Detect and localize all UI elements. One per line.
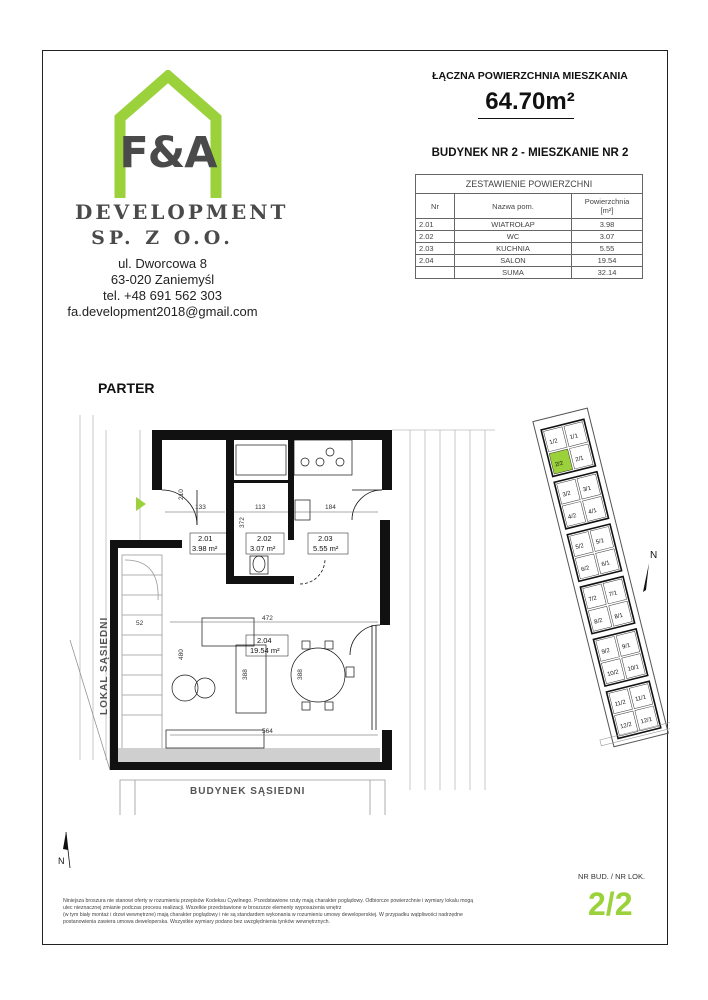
cell-name: WC	[455, 231, 572, 243]
col-header-area	[572, 194, 643, 219]
room-201-nr: 2.01	[198, 534, 213, 543]
table-sum-row	[416, 267, 643, 279]
col-header-area-2: [m²]	[600, 206, 614, 215]
room-204-area: 19.54 m²	[250, 646, 280, 655]
site-unit-label: 9/1	[621, 642, 632, 651]
building-flat-label: BUDYNEK NR 2 - MIESZKANIE NR 2	[431, 147, 629, 159]
site-unit-label: 5/1	[595, 538, 605, 546]
floor-plan	[55, 400, 505, 870]
site-unit-label: 7/1	[608, 590, 619, 599]
dim-564: 564	[262, 728, 273, 735]
total-area-value: 64.70m²	[485, 88, 575, 115]
table-row	[416, 243, 643, 255]
north-label: N	[58, 856, 65, 866]
sum-value: 32.14	[572, 267, 643, 279]
col-header-name: Nazwa pom.	[455, 194, 572, 219]
total-area-label: ŁĄCZNA POWIERZCHNIA MIESZKANIA	[432, 70, 628, 82]
site-north-label: N	[650, 550, 658, 561]
site-unit-label: 4/1	[587, 507, 598, 516]
table-row	[416, 231, 643, 243]
site-unit-label: 8/1	[614, 612, 624, 621]
site-unit-label: 10/2	[606, 669, 620, 679]
wc-fixtures	[250, 556, 268, 574]
cell-area: 3.98	[572, 219, 643, 231]
table-row	[416, 255, 643, 267]
cell-nr: 2.01	[416, 219, 455, 231]
sum-label: SUMA	[455, 267, 572, 279]
site-unit-label: 11/2	[614, 699, 627, 709]
site-unit-label: 6/1	[600, 560, 611, 569]
room-204-nr: 2.04	[257, 636, 272, 645]
contact-city: 63-020 Zaniemyśl	[110, 272, 215, 287]
site-unit-label: 2/2	[554, 460, 565, 469]
dim-113: 113	[255, 504, 266, 511]
cell-nr: 2.03	[416, 243, 455, 255]
site-unit-label: 1/1	[569, 433, 579, 442]
table-row	[416, 219, 643, 231]
logo-line-sp: SP. Z O.O.	[91, 227, 234, 249]
nr-value: 2/2	[588, 886, 633, 922]
cell-name: KUCHNIA	[455, 243, 572, 255]
contact-block	[55, 256, 270, 320]
disclaimer-line: Niniejsza broszura nie stanowi oferty w rozumieniu przepisów Kodeksu Cywilnego. Przedstawione rzuty mają charakter poglądowy. Odbiorcze powierzchnie i wymiary lokalu mogą	[63, 898, 474, 904]
neighbor-left-label: LOKAL SĄSIEDNI	[99, 616, 110, 715]
site-unit-label: 11/1	[634, 694, 647, 704]
neighbor-hatching	[80, 415, 495, 790]
room-201-area: 3.98 m²	[192, 544, 218, 553]
neighbor-stairs	[122, 555, 162, 750]
logo-line-development: DEVELOPMENT	[75, 200, 289, 224]
disclaimer	[63, 898, 573, 926]
site-plan-blocks	[541, 419, 661, 738]
col-header-area-1: Powierzchnia	[584, 197, 630, 206]
site-unit-label: 1/2	[548, 438, 559, 447]
dim-133: 133	[195, 504, 206, 511]
surface-table-title: ZESTAWIENIE POWIERZCHNI	[416, 175, 643, 194]
dim-184: 184	[325, 504, 336, 511]
dim-52: 52	[136, 620, 144, 627]
contact-street: ul. Dworcowa 8	[118, 256, 207, 271]
cell-nr: 2.02	[416, 231, 455, 243]
dim-388-b: 388	[297, 669, 304, 680]
site-unit-label: 10/1	[627, 664, 640, 674]
room-202-area: 3.07 m²	[250, 544, 276, 553]
site-unit-label: 9/2	[601, 647, 611, 656]
cell-name: SALON	[455, 255, 572, 267]
cell-name: WIATROŁAP	[455, 219, 572, 231]
dim-388-a: 388	[242, 669, 249, 680]
logo-company-name	[75, 200, 289, 249]
doors	[162, 490, 382, 730]
entrance-arrow-icon	[136, 497, 146, 511]
neighbor-bottom-label: BUDYNEK SĄSIEDNI	[190, 786, 306, 797]
total-area-underline	[478, 118, 574, 119]
disclaimer-line: (w tym biały montaż i drzwi wewnętrzne) mają charakter poglądowy i nie są standardem wykonania w rozumieniu umowy deweloperskiej. W przypadku wątpliwości nadrzędne	[63, 912, 463, 918]
cell-area: 5.55	[572, 243, 643, 255]
col-header-nr: Nr	[416, 194, 455, 219]
surface-table	[415, 174, 643, 279]
dim-210: 210	[178, 489, 185, 500]
dim-480: 480	[178, 649, 185, 660]
site-unit-label: 6/2	[580, 565, 591, 574]
site-unit-label: 4/2	[567, 513, 578, 521]
logo-initials: F&A	[119, 128, 217, 178]
cell-area: 19.54	[572, 255, 643, 267]
room-203-area: 5.55 m²	[313, 544, 339, 553]
site-unit-label: 8/2	[593, 617, 604, 626]
site-unit-label: 3/2	[561, 490, 572, 499]
disclaimer-line: ulec nieznacznej zmianie podczas procesu realizacji. Wszelkie przedstawione w broszurze elementy wyposażenia wnętrz	[63, 905, 342, 911]
site-unit-label: 7/2	[588, 595, 598, 604]
disclaimer-line: postanowienia zawiera umowa deweloperska. Wszystkie wymiary podano bez uwzględnienia tynków wewnętrznych.	[63, 919, 330, 925]
site-unit-label: 2/1	[574, 455, 585, 464]
site-unit-label: 12/1	[640, 716, 653, 726]
site-north-arrow-icon	[643, 563, 649, 592]
cell-area: 3.07	[572, 231, 643, 243]
dim-472: 472	[262, 615, 273, 622]
room-202-nr: 2.02	[257, 534, 272, 543]
site-plan	[530, 405, 670, 750]
room-203-nr: 2.03	[318, 534, 333, 543]
nr-label: NR BUD. / NR LOK.	[578, 872, 646, 881]
contact-phone: tel. +48 691 562 303	[103, 288, 222, 303]
contact-email: fa.development2018@gmail.com	[67, 304, 258, 319]
site-unit-label: 3/1	[582, 485, 592, 494]
site-unit-label: 12/2	[619, 721, 633, 731]
dim-372: 372	[239, 517, 246, 528]
site-unit-label: 5/2	[575, 543, 585, 551]
floor-label: PARTER	[98, 380, 155, 396]
cell-nr: 2.04	[416, 255, 455, 267]
